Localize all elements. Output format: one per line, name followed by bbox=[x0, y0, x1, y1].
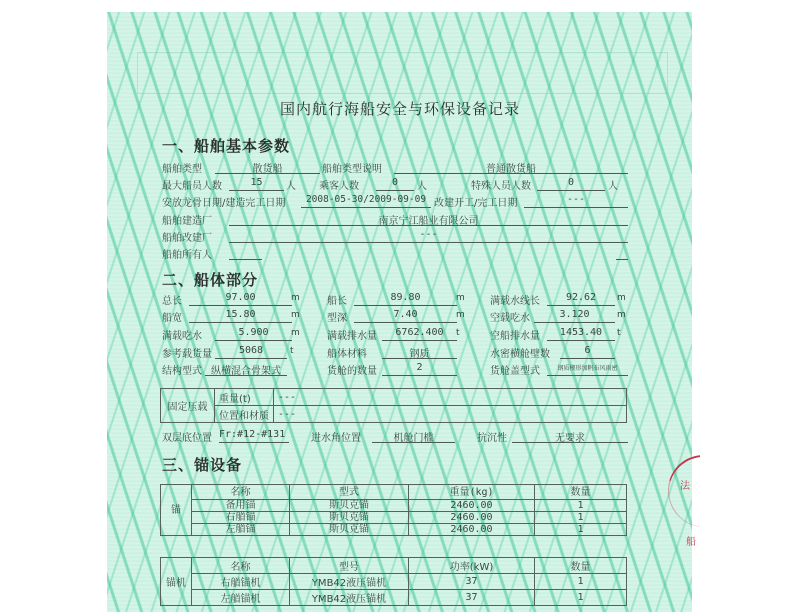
full-draft-value: 5.900 bbox=[215, 327, 292, 341]
max-crew-label: 最大船员人数 bbox=[162, 181, 222, 192]
windlass-power: 37 bbox=[409, 590, 535, 606]
windlass-row bbox=[161, 574, 627, 590]
anchor-header-weight: 重量(kg) bbox=[409, 485, 535, 500]
ship-length-value: 89.80 bbox=[354, 292, 457, 306]
row-rebuilder bbox=[162, 227, 632, 244]
waterline-length-unit: m bbox=[617, 293, 626, 303]
depth-value: 7.40 bbox=[354, 309, 457, 323]
rebuilder-value: --- bbox=[229, 229, 628, 243]
anchor-table bbox=[160, 484, 627, 536]
row-builder bbox=[162, 210, 632, 227]
anchor-qty: 1 bbox=[535, 512, 627, 524]
ship-length-unit: m bbox=[456, 293, 465, 303]
ballast-position-label: 位置和材质 bbox=[215, 406, 274, 423]
flooding-point-value: 机舱门槛 bbox=[372, 429, 455, 443]
section-heading-basic-params: 一、船舶基本参数 bbox=[162, 137, 291, 155]
stamp-arc bbox=[668, 455, 700, 537]
ref-cargo-value: 5068 bbox=[215, 345, 287, 359]
anchor-type: 斯贝克锚 bbox=[290, 524, 409, 536]
windlass-header-power: 功率(kW) bbox=[409, 558, 535, 574]
row-hull-1 bbox=[162, 290, 632, 307]
full-draft-unit: m bbox=[291, 328, 300, 338]
rebuilder-label: 船舶改建厂 bbox=[162, 233, 212, 244]
waterline-length-value: 92.62 bbox=[547, 292, 615, 306]
windlass-name: 左艏锚机 bbox=[192, 590, 290, 606]
ship-length-label: 船长 bbox=[327, 296, 347, 307]
row-hull-2 bbox=[162, 307, 632, 324]
anchor-group-label: 锚 bbox=[161, 485, 192, 536]
length-overall-unit: m bbox=[291, 293, 300, 303]
breadth-value: 15.80 bbox=[189, 309, 292, 323]
owner-label: 船舶所有人 bbox=[162, 250, 212, 261]
structure-type-label: 结构型式 bbox=[162, 366, 202, 377]
anchor-name: 左艏锚 bbox=[192, 524, 290, 536]
ballast-group-label: 固定压载 bbox=[161, 389, 215, 423]
special-persons-unit: 人 bbox=[608, 181, 618, 192]
special-persons-label: 特殊人员人数 bbox=[471, 181, 531, 192]
windlass-row bbox=[161, 590, 627, 606]
builder-label: 船舶建造厂 bbox=[162, 216, 212, 227]
row-hull-4 bbox=[162, 343, 632, 360]
flooding-point-label: 进水角位置 bbox=[311, 433, 361, 444]
header-box bbox=[137, 52, 668, 94]
length-overall-label: 总长 bbox=[162, 296, 182, 307]
unsinkability-label: 抗沉性 bbox=[477, 433, 507, 444]
ballast-weight-value: --- bbox=[274, 389, 627, 406]
special-persons-value: 0 bbox=[537, 177, 605, 191]
anchor-weight: 2460.00 bbox=[409, 512, 535, 524]
windlass-qty: 1 bbox=[535, 590, 627, 606]
ship-type-desc-value: 普通散货船 bbox=[394, 160, 628, 174]
ballast-position-value: --- bbox=[274, 406, 627, 423]
windlass-header-qty: 数量 bbox=[535, 558, 627, 574]
waterline-length-label: 满载水线长 bbox=[490, 296, 540, 307]
rebuild-date-label: 改建开工/完工日期 bbox=[434, 198, 518, 209]
light-draft-value: 3.120 bbox=[534, 309, 615, 323]
stamp-char: 法 bbox=[680, 481, 690, 492]
full-draft-label: 满载吃水 bbox=[162, 331, 202, 342]
passengers-value: 0 bbox=[376, 177, 414, 191]
row-double-bottom bbox=[162, 427, 632, 444]
light-displacement-unit: t bbox=[617, 328, 621, 338]
breadth-unit: m bbox=[291, 310, 300, 320]
light-draft-unit: m bbox=[617, 310, 626, 320]
section-heading-anchor: 三、锚设备 bbox=[162, 456, 243, 474]
anchor-header-type: 型式 bbox=[290, 485, 409, 500]
stamp-char: 船 bbox=[686, 537, 696, 548]
document-title: 国内航行海船安全与环保设备记录 bbox=[279, 100, 520, 118]
full-displacement-label: 满载排水量 bbox=[327, 331, 377, 342]
anchor-type: 斯贝克锚 bbox=[290, 500, 409, 512]
row-hull-3 bbox=[162, 325, 632, 342]
light-draft-label: 空载吃水 bbox=[490, 313, 530, 324]
breadth-label: 船宽 bbox=[162, 313, 182, 324]
ballast-table bbox=[160, 388, 627, 423]
anchor-weight: 2460.00 bbox=[409, 524, 535, 536]
row-ship-type bbox=[162, 158, 632, 175]
double-bottom-label: 双层底位置 bbox=[162, 433, 212, 444]
length-overall-value: 97.00 bbox=[189, 292, 292, 306]
official-stamp bbox=[668, 455, 700, 550]
structure-type-value: 纵横混合骨架式 bbox=[205, 362, 287, 376]
ref-cargo-unit: t bbox=[290, 346, 294, 356]
anchor-name: 备用锚 bbox=[192, 500, 290, 512]
anchor-name: 右艏锚 bbox=[192, 512, 290, 524]
hull-material-label: 船体材料 bbox=[327, 349, 367, 360]
hatch-cover-value: 钢质楔形加帆布风雨密 bbox=[547, 362, 628, 376]
depth-label: 型深 bbox=[327, 313, 347, 324]
owner-value-end bbox=[616, 246, 628, 260]
ship-type-label: 船舶类型 bbox=[162, 164, 202, 175]
windlass-qty: 1 bbox=[535, 574, 627, 590]
passengers-label: 乘客人数 bbox=[319, 181, 359, 192]
row-persons bbox=[162, 175, 632, 192]
windlass-group-label: 锚机 bbox=[161, 558, 192, 606]
cargo-holds-label: 货舱的数量 bbox=[327, 366, 377, 377]
max-crew-value: 15 bbox=[229, 177, 284, 191]
windlass-name: 右艏锚机 bbox=[192, 574, 290, 590]
windlass-header-name: 名称 bbox=[192, 558, 290, 574]
depth-unit: m bbox=[456, 310, 465, 320]
anchor-weight: 2460.00 bbox=[409, 500, 535, 512]
bulkheads-value: 6 bbox=[560, 345, 615, 359]
bulkheads-label: 水密横舱壁数 bbox=[490, 349, 550, 360]
anchor-header-name: 名称 bbox=[192, 485, 290, 500]
anchor-row bbox=[161, 500, 627, 512]
light-displacement-label: 空船排水量 bbox=[490, 331, 540, 342]
rebuild-date-value: --- bbox=[524, 194, 628, 208]
full-displacement-value: 6762.400 bbox=[382, 327, 457, 341]
row-hull-5 bbox=[162, 360, 632, 377]
cargo-holds-value: 2 bbox=[382, 362, 457, 376]
anchor-header-qty: 数量 bbox=[535, 485, 627, 500]
anchor-row bbox=[161, 512, 627, 524]
full-displacement-unit: t bbox=[456, 328, 460, 338]
unsinkability-value: 无要求 bbox=[512, 429, 628, 443]
owner-value bbox=[229, 246, 262, 260]
ballast-weight-label: 重量(t) bbox=[215, 389, 274, 406]
row-owner bbox=[162, 244, 632, 261]
ship-type-value: 散货船 bbox=[215, 160, 320, 174]
anchor-qty: 1 bbox=[535, 500, 627, 512]
section-heading-hull: 二、船体部分 bbox=[162, 271, 259, 289]
hull-material-value: 钢质 bbox=[382, 345, 457, 359]
windlass-header-model: 型号 bbox=[290, 558, 409, 574]
passengers-unit: 人 bbox=[417, 181, 427, 192]
ref-cargo-label: 参考载货量 bbox=[162, 349, 212, 360]
anchor-row bbox=[161, 524, 627, 536]
ship-type-desc-label: 船舶类型说明 bbox=[322, 164, 382, 175]
keel-date-label: 安放龙骨日期/建造完工日期 bbox=[162, 198, 286, 209]
builder-value: 南京宁江船业有限公司 bbox=[229, 212, 628, 226]
light-displacement-value: 1453.40 bbox=[547, 327, 615, 341]
double-bottom-value: Fr:#12-#131 bbox=[219, 429, 289, 443]
row-dates bbox=[162, 192, 632, 209]
windlass-model: YMB42液压锚机 bbox=[290, 574, 409, 590]
anchor-type: 斯贝克锚 bbox=[290, 512, 409, 524]
windlass-table bbox=[160, 557, 627, 606]
windlass-power: 37 bbox=[409, 574, 535, 590]
windlass-model: YMB42液压锚机 bbox=[290, 590, 409, 606]
max-crew-unit: 人 bbox=[286, 181, 296, 192]
hatch-cover-label: 货舱盖型式 bbox=[490, 366, 540, 377]
anchor-qty: 1 bbox=[535, 524, 627, 536]
keel-date-value: 2008-05-30/2009-09-09 bbox=[301, 194, 431, 208]
